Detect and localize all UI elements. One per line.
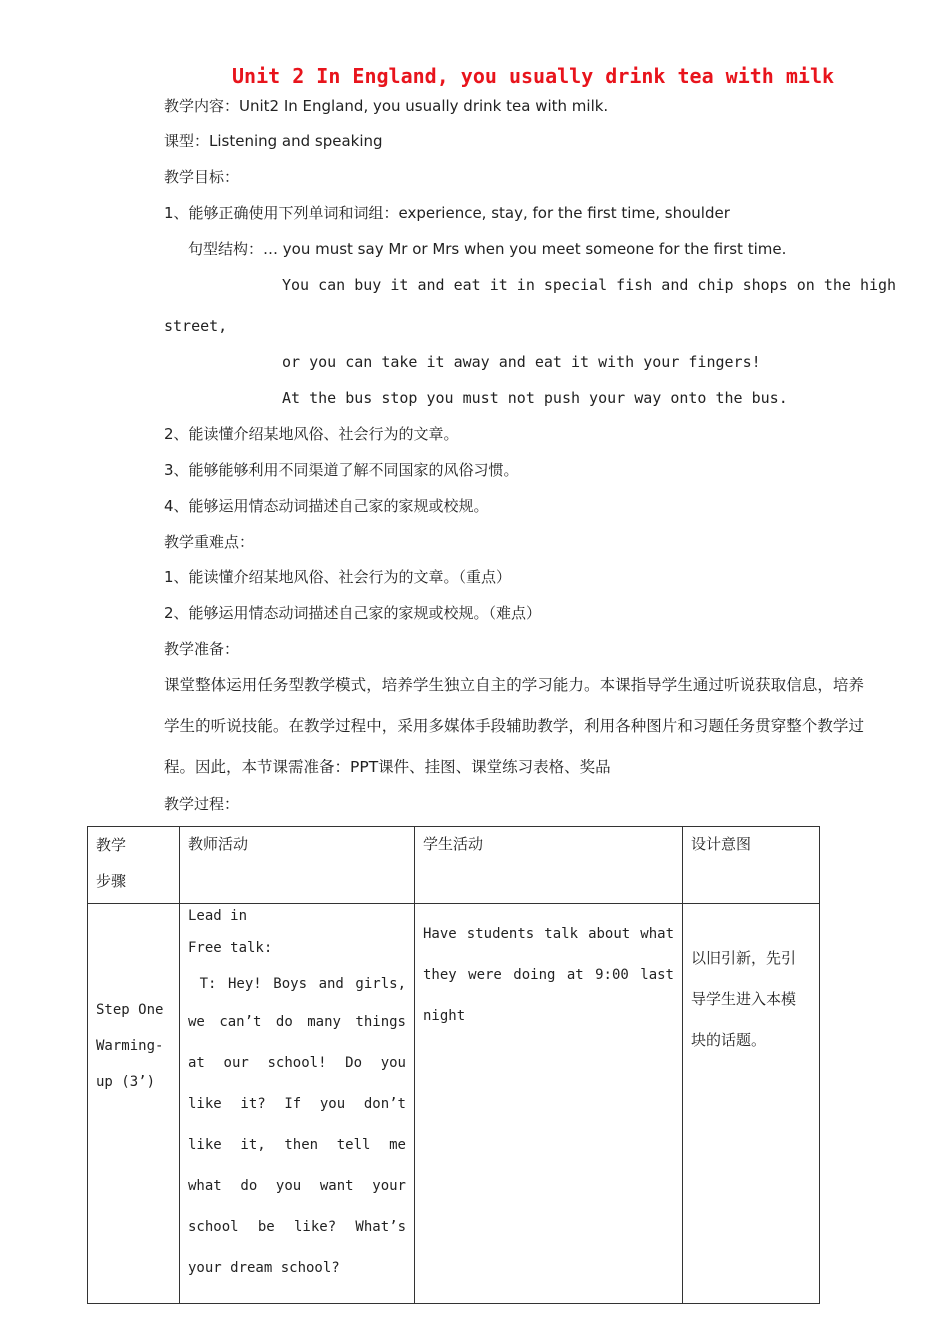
objectives-heading: 教学目标： [164,168,240,186]
header-teacher-activity: 教师活动 [188,835,249,853]
teacher-line: your dream school? [188,1260,340,1276]
table-row [88,904,820,1304]
teacher-line: like it, then tell me [188,1137,406,1153]
preparation-heading: 教学准备： [164,640,240,658]
header-step-line: 步骤 [96,872,127,890]
header-step-cell [88,827,180,904]
teaching-content-line: 教学内容：Unit2 In England, you usually drink tea with milk. [164,97,609,115]
student-line: they were doing at 9:00 last [423,967,674,983]
teacher-line: we can’t do many things [188,1014,406,1030]
teacher-line: Lead in [188,908,248,924]
teacher-activity-cell [180,904,415,1304]
objective-3: 3、能够能够利用不同渠道了解不同国家的风俗习惯。 [164,461,519,479]
objective-4: 4、能够运用情态动词描述自己家的家规或校规。 [164,497,489,515]
step-line: Step One [96,1002,164,1018]
header-intent-cell [683,827,820,904]
objective-2: 2、能读懂介绍某地风俗、社会行为的文章。 [164,425,459,443]
teacher-line: T: Hey! Boys and girls, [188,976,406,992]
table-header-row [88,827,820,904]
header-student-activity: 学生活动 [423,835,484,853]
header-teacher-cell [180,827,415,904]
teacher-line: Free talk: [188,940,273,956]
intent-line: 以旧引新，先引 [691,949,797,967]
key-point-2: 2、能够运用情态动词描述自己家的家规或校规。（难点） [164,604,542,622]
objective-1-sentence-2a: You can buy it and eat it in special fish and chip shops on the high [282,276,897,294]
step-cell [88,904,180,1304]
objective-1-sentence-pattern: 句型结构：… you must say Mr or Mrs when you meet someone for the first time. [188,240,787,258]
teacher-line: at our school! Do you [188,1055,406,1071]
intent-line: 块的话题。 [691,1031,767,1049]
header-student-cell [415,827,683,904]
teacher-line: what do you want your [188,1178,406,1194]
step-line: Warming- [96,1038,164,1054]
process-heading: 教学过程： [164,795,240,813]
student-line: night [423,1008,466,1024]
intent-line: 导学生进入本模 [691,990,797,1008]
objective-1-sentence-3: or you can take it away and eat it with your fingers! [282,353,761,371]
lesson-type-line: 课型：Listening and speaking [164,132,383,150]
key-point-1: 1、能读懂介绍某地风俗、社会行为的文章。（重点） [164,568,512,586]
teaching-process-table [87,826,820,1304]
step-line: up (3’) [96,1074,156,1090]
key-points-heading: 教学重难点： [164,533,255,551]
design-intent-cell [683,904,820,1304]
objective-1-sentence-4: At the bus stop you must not push your way onto the bus. [282,389,788,407]
teacher-line: like it? If you don’t [188,1096,406,1112]
document-title: Unit 2 In England, you usually drink tea with milk [232,64,835,88]
objective-1: 1、能够正确使用下列单词和词组：experience, stay, for the first time, shoulder [164,204,730,222]
student-activity-cell [415,904,683,1304]
teacher-line: school be like? What’s [188,1219,406,1235]
objective-1-sentence-2b: street, [164,317,228,335]
header-step-line: 教学 [96,836,127,854]
preparation-paragraph: 课堂整体运用任务型教学模式，培养学生独立自主的学习能力。本课指导学生通过听说获取信息，培养学生的听说技能。在教学过程中，采用多媒体手段辅助教学，利用各种图片和习题任务贯穿整个教学过程。因此，本节课需准备：PPT课件、挂图、课堂练习表格、奖品 [164,676,864,776]
header-design-intent: 设计意图 [691,835,752,853]
student-line: Have students talk about what [423,926,674,942]
